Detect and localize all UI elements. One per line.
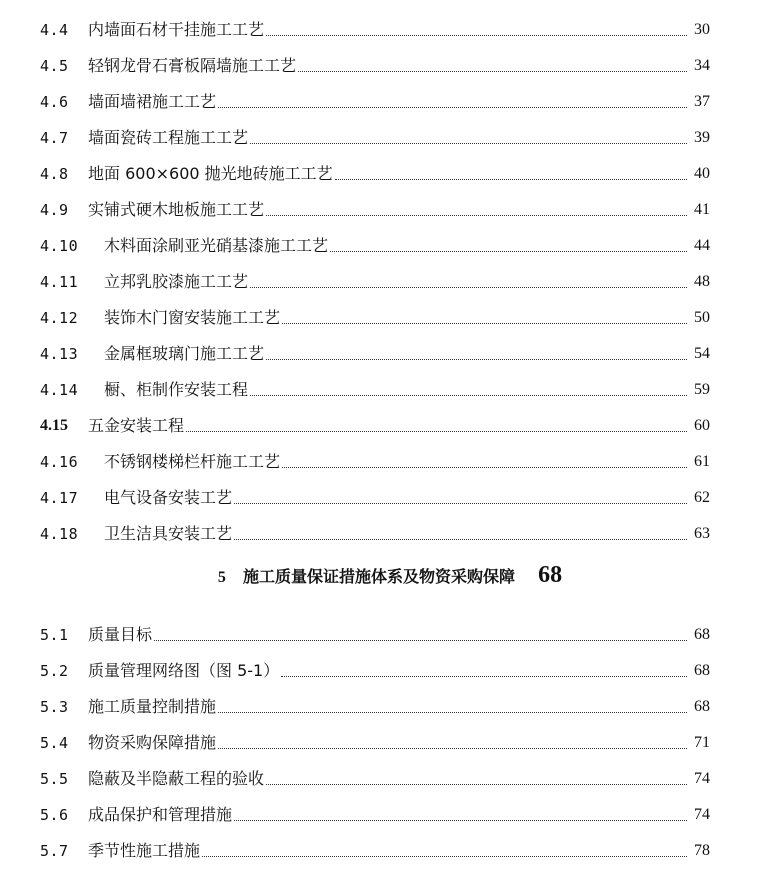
toc-entry-4-10[interactable] [40,226,710,256]
toc-entry-5-2[interactable] [40,651,710,681]
entry-number: 4.5 [40,57,69,75]
entry-number: 5.4 [40,734,69,752]
entry-page: 61 [694,453,710,470]
entry-number: 4.13 [40,345,79,363]
entry-number: 4.16 [40,453,79,471]
dot-leader [218,747,687,749]
entry-page: 50 [694,309,710,326]
entry-page: 68 [694,698,710,715]
entry-number: 5.2 [40,662,69,680]
toc-entry-4-14[interactable] [40,370,710,400]
toc-entry-4-12[interactable] [40,298,710,328]
dot-leader [335,178,687,180]
entry-title: 物资采购保障措施 [88,733,217,752]
entry-number: 5.7 [40,842,69,860]
toc-entry-5-6[interactable] [40,795,710,825]
dot-leader [186,430,687,432]
entry-number: 4.11 [40,273,79,291]
toc-entry-5-4[interactable] [40,723,710,753]
entry-number: 5.3 [40,698,69,716]
entry-title: 地面 600×600 抛光地砖施工工艺 [88,164,333,183]
entry-title: 金属框玻璃门施工工艺 [104,344,265,363]
entry-title: 装饰木门窗安装施工工艺 [104,308,281,327]
entry-page: 54 [694,345,710,362]
entry-page: 59 [694,381,710,398]
dot-leader [298,70,687,72]
entry-title: 质量管理网络图（图 5-1） [88,661,280,680]
dot-leader [250,142,687,144]
entry-number: 4.17 [40,489,79,507]
dot-leader [234,819,687,821]
entry-number: 4.8 [40,165,69,183]
entry-title: 五金安装工程 [88,416,185,435]
toc-entry-4-15[interactable] [40,406,710,436]
entry-number: 5.5 [40,770,69,788]
dot-leader [266,783,687,785]
dot-leader [154,639,687,641]
toc-entry-4-6[interactable] [40,82,710,112]
entry-number: 4.9 [40,201,69,219]
dot-leader [218,711,687,713]
entry-page: 68 [694,662,710,679]
dot-leader [250,286,687,288]
entry-title: 内墙面石材干挂施工工艺 [88,20,265,39]
entry-page: 30 [694,21,710,38]
dot-leader [330,250,687,252]
entry-page: 78 [694,842,710,859]
entry-title: 质量目标 [88,625,153,644]
entry-title: 立邦乳胶漆施工工艺 [104,272,249,291]
toc-entry-4-11[interactable] [40,262,710,292]
chapter-heading-5[interactable] [0,562,780,596]
entry-title: 施工质量控制措施 [88,697,217,716]
entry-page: 39 [694,129,710,146]
toc-entry-4-18[interactable] [40,514,710,544]
entry-number: 4.7 [40,129,69,147]
dot-leader [202,855,687,857]
entry-title: 墙面瓷砖工程施工工艺 [88,128,249,147]
entry-title: 轻钢龙骨石膏板隔墙施工工艺 [88,56,297,75]
toc-entry-4-8[interactable] [40,154,710,184]
entry-number: 4.10 [40,237,79,255]
toc-entry-4-7[interactable] [40,118,710,148]
toc-entry-4-16[interactable] [40,442,710,472]
entry-page: 62 [694,489,710,506]
dot-leader [234,538,687,540]
entry-page: 41 [694,201,710,218]
dot-leader [282,466,687,468]
entry-title: 成品保护和管理措施 [88,805,233,824]
toc-entry-5-1[interactable] [40,615,710,645]
entry-number: 4.6 [40,93,69,111]
toc-entry-4-4[interactable] [40,10,710,40]
chapter-page: 68 [538,562,563,588]
entry-number: 4.18 [40,525,79,543]
entry-number: 4.15 [40,417,68,434]
entry-title: 实铺式硬木地板施工工艺 [88,200,265,219]
toc-entry-5-7[interactable] [40,831,710,861]
entry-page: 34 [694,57,710,74]
entry-number: 5.6 [40,806,69,824]
entry-page: 40 [694,165,710,182]
chapter-title: 施工质量保证措施体系及物资采购保障 [242,567,515,586]
entry-page: 37 [694,93,710,110]
entry-page: 44 [694,237,710,254]
dot-leader [266,214,687,216]
toc-entry-4-9[interactable] [40,190,710,220]
dot-leader [266,34,687,36]
entry-number: 4.12 [40,309,79,327]
entry-page: 48 [694,273,710,290]
entry-page: 68 [694,626,710,643]
entry-number: 4.4 [40,21,69,39]
entry-title: 隐蔽及半隐蔽工程的验收 [88,769,265,788]
chapter-number: 5 [217,569,226,586]
dot-leader [250,394,687,396]
dot-leader [266,358,687,360]
dot-leader [281,675,687,677]
entry-page: 74 [694,806,710,823]
entry-title: 电气设备安装工艺 [104,488,233,507]
toc-entry-5-3[interactable] [40,687,710,717]
entry-page: 60 [694,417,710,434]
entry-title: 橱、柜制作安装工程 [104,380,249,399]
dot-leader [234,502,687,504]
entry-title: 卫生洁具安装工艺 [104,524,233,543]
dot-leader [282,322,687,324]
entry-title: 木料面涂刷亚光硝基漆施工工艺 [104,236,329,255]
entry-page: 63 [694,525,710,542]
toc-entry-4-17[interactable] [40,478,710,508]
toc-entry-4-13[interactable] [40,334,710,364]
entry-title: 不锈钢楼梯栏杆施工工艺 [104,452,281,471]
entry-title: 季节性施工措施 [88,841,201,860]
dot-leader [218,106,687,108]
toc-entry-4-5[interactable] [40,46,710,76]
entry-number: 4.14 [40,381,79,399]
entry-page: 74 [694,770,710,787]
entry-title: 墙面墙裙施工工艺 [88,92,217,111]
toc-entry-5-5[interactable] [40,759,710,789]
entry-page: 71 [694,734,710,751]
entry-number: 5.1 [40,626,69,644]
